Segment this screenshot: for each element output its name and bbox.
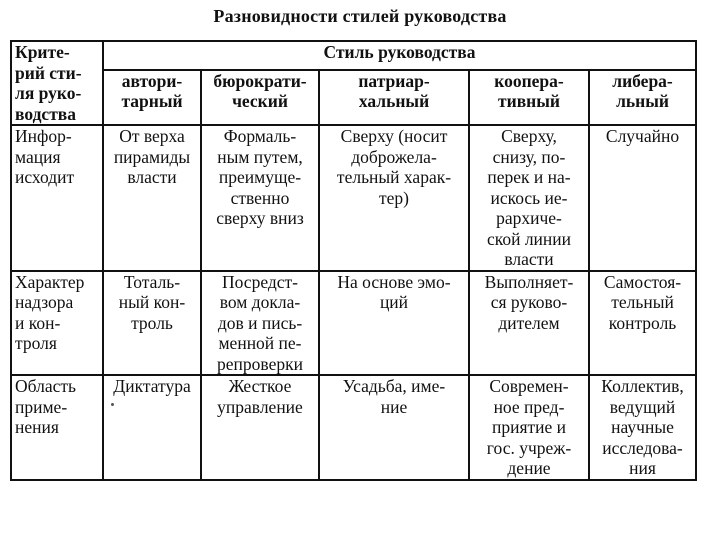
table-cell: Самостоя- тельный контроль	[589, 271, 696, 376]
table-cell: Формаль- ным путем, преимуще- ственно сверху вниз	[201, 125, 319, 271]
table-row-control	[11, 271, 696, 376]
styles-table	[10, 40, 697, 481]
table-cell: Тоталь- ный кон- троль	[103, 271, 201, 376]
table-cell: Сверху (носит доброжела- тельный харак- тер)	[319, 125, 469, 271]
row-criterion-control: Характер надзора и кон- троля	[11, 271, 103, 376]
style-header-patriarchal: патриар- хальный	[319, 70, 469, 125]
header-row-1	[11, 41, 696, 70]
table-cell: От верха пирамиды власти	[103, 125, 201, 271]
cell-text: Диктатура	[113, 376, 191, 396]
page-title: Разновидности стилей руководства	[213, 6, 507, 26]
style-header-cooperative: коопера- тивный	[469, 70, 589, 125]
row-criterion-information: Инфор- мация исходит	[11, 125, 103, 271]
table-cell: На основе эмо- ций	[319, 271, 469, 376]
table-cell	[103, 375, 201, 480]
table-cell: Случайно	[589, 125, 696, 271]
criterion-header: Крите- рий сти- ля руко- водства	[11, 41, 103, 125]
table-cell: Посредст- вом докла- дов и пись- менной пе- репроверки	[201, 271, 319, 376]
style-header-liberal: либера- льный	[589, 70, 696, 125]
table-cell: Сверху, снизу, по- перек и на- искось ие- рархиче- ской линии власти	[469, 125, 589, 271]
table-cell: Жесткое управление	[201, 375, 319, 480]
style-group-header: Стиль руководства	[103, 41, 696, 70]
table-cell: Коллектив, ведущий научные исследова- ния	[589, 375, 696, 480]
scan-speck	[111, 403, 114, 406]
style-header-authoritarian: автори- тарный	[103, 70, 201, 125]
header-row-2	[11, 70, 696, 125]
style-header-bureaucratic: бюрократи- ческий	[201, 70, 319, 125]
row-criterion-application: Область приме- нения	[11, 375, 103, 480]
table-row-information	[11, 125, 696, 271]
table-cell: Усадьба, име- ние	[319, 375, 469, 480]
table-cell: Современ- ное пред- приятие и гос. учреж- дение	[469, 375, 589, 480]
table-cell: Выполняет- ся руково- дителем	[469, 271, 589, 376]
styles-table-container	[10, 40, 695, 481]
table-row-application	[11, 375, 696, 480]
